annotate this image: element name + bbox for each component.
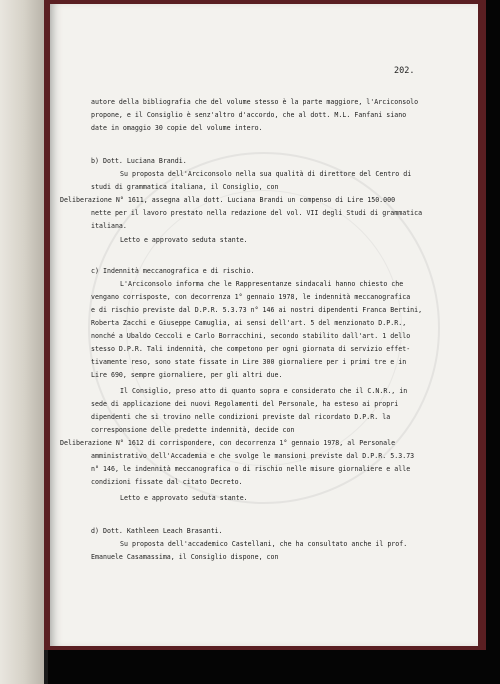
text-line: studi di grammatica italiana, il Consiglio, con (91, 183, 279, 191)
approval-note: Letto e approvato seduta stante. (120, 236, 248, 244)
text-line: stesso D.P.R. Tali indennità, che competono per ogni giornata di servizio effet- (91, 345, 411, 353)
text-line: Su proposta dell'Arciconsolo nella sua qualità di direttore del Centro di (120, 170, 412, 178)
text-line: corresponsione delle predette indennità, decide con (91, 426, 295, 434)
binder-left-page (0, 0, 44, 684)
text-line: sede di applicazione dei nuovi Regolamenti del Personale, ha esteso ai propri (91, 400, 399, 408)
section-heading-c: c) Indennità meccanografica e di rischio. (91, 267, 255, 275)
text-line: Roberta Zacchi e Giuseppe Camuglia, ai sensi dell'art. 5 del menzionato D.P.R., (91, 319, 407, 327)
text-line: Deliberazione N° 1612 di corrispondere, con decorrenza 1° gennaio 1978, al Personale (60, 439, 396, 447)
text-line: date in omaggio 30 copie del volume intero. (91, 124, 263, 132)
text-line: nette per il lavoro prestato nella redazione del vol. VII degli Studi di grammatica (91, 209, 423, 217)
text-line: Il Consiglio, preso atto di quanto sopra e considerato che il C.N.R., in (120, 387, 408, 395)
approval-note: Letto e approvato seduta stante. (120, 494, 248, 502)
text-line: amministrativo dell'Accademia e che svolge le mansioni previste dal D.P.R. 5.3.73 (91, 452, 415, 460)
section-heading-b: b) Dott. Luciana Brandi. (91, 157, 187, 165)
text-line: Su proposta dell'accademico Castellani, che ha consultato anche il prof. (120, 540, 408, 548)
text-line: Lire 690, sempre giornaliere, per gli altri due. (91, 371, 283, 379)
text-line: autore della bibliografia che del volume stesso è la parte maggiore, l'Arciconsolo (91, 98, 419, 106)
text-line: nonché a Ubaldo Ceccoli e Carlo Borracchini, secondo stabilito dall'art. 1 dello (91, 332, 411, 340)
text-line: Deliberazione N° 1611, assegna alla dott. Luciana Brandi un compenso di Lire 150.000 (60, 196, 396, 204)
text-line: propone, e il Consiglio è senz'altro d'accordo, che al dott. M.L. Fanfani siano (91, 111, 407, 119)
text-line: e di rischio previste dal D.P.R. 5.3.73 n° 146 ai nostri dipendenti Franca Bertini, (91, 306, 423, 314)
text-line: italiana. (91, 222, 127, 230)
document-page (50, 4, 478, 646)
section-heading-d: d) Dott. Kathleen Leach Brasanti. (91, 527, 223, 535)
text-line: vengano corrisposte, con decorrenza 1° gennaio 1978, le indennità meccanografica (91, 293, 411, 301)
text-line: tivamente reso, sono state fissate in Lire 300 giornaliere per i primi tre e in (91, 358, 407, 366)
text-line: n° 146, le indennità meccanografica o di rischio nelle misure giornaliere e alle (91, 465, 411, 473)
text-line: dipendenti che si trovino nelle condizioni previste dal ricordato D.P.R. la (91, 413, 391, 421)
text-line: Emanuele Casamassima, il Consiglio dispone, con (91, 553, 279, 561)
text-line: L'Arciconsolo informa che le Rappresentanze sindacali hanno chiesto che (120, 280, 404, 288)
page-number: 202. (394, 66, 415, 76)
text-line: condizioni fissate dal citato Decreto. (91, 478, 243, 486)
